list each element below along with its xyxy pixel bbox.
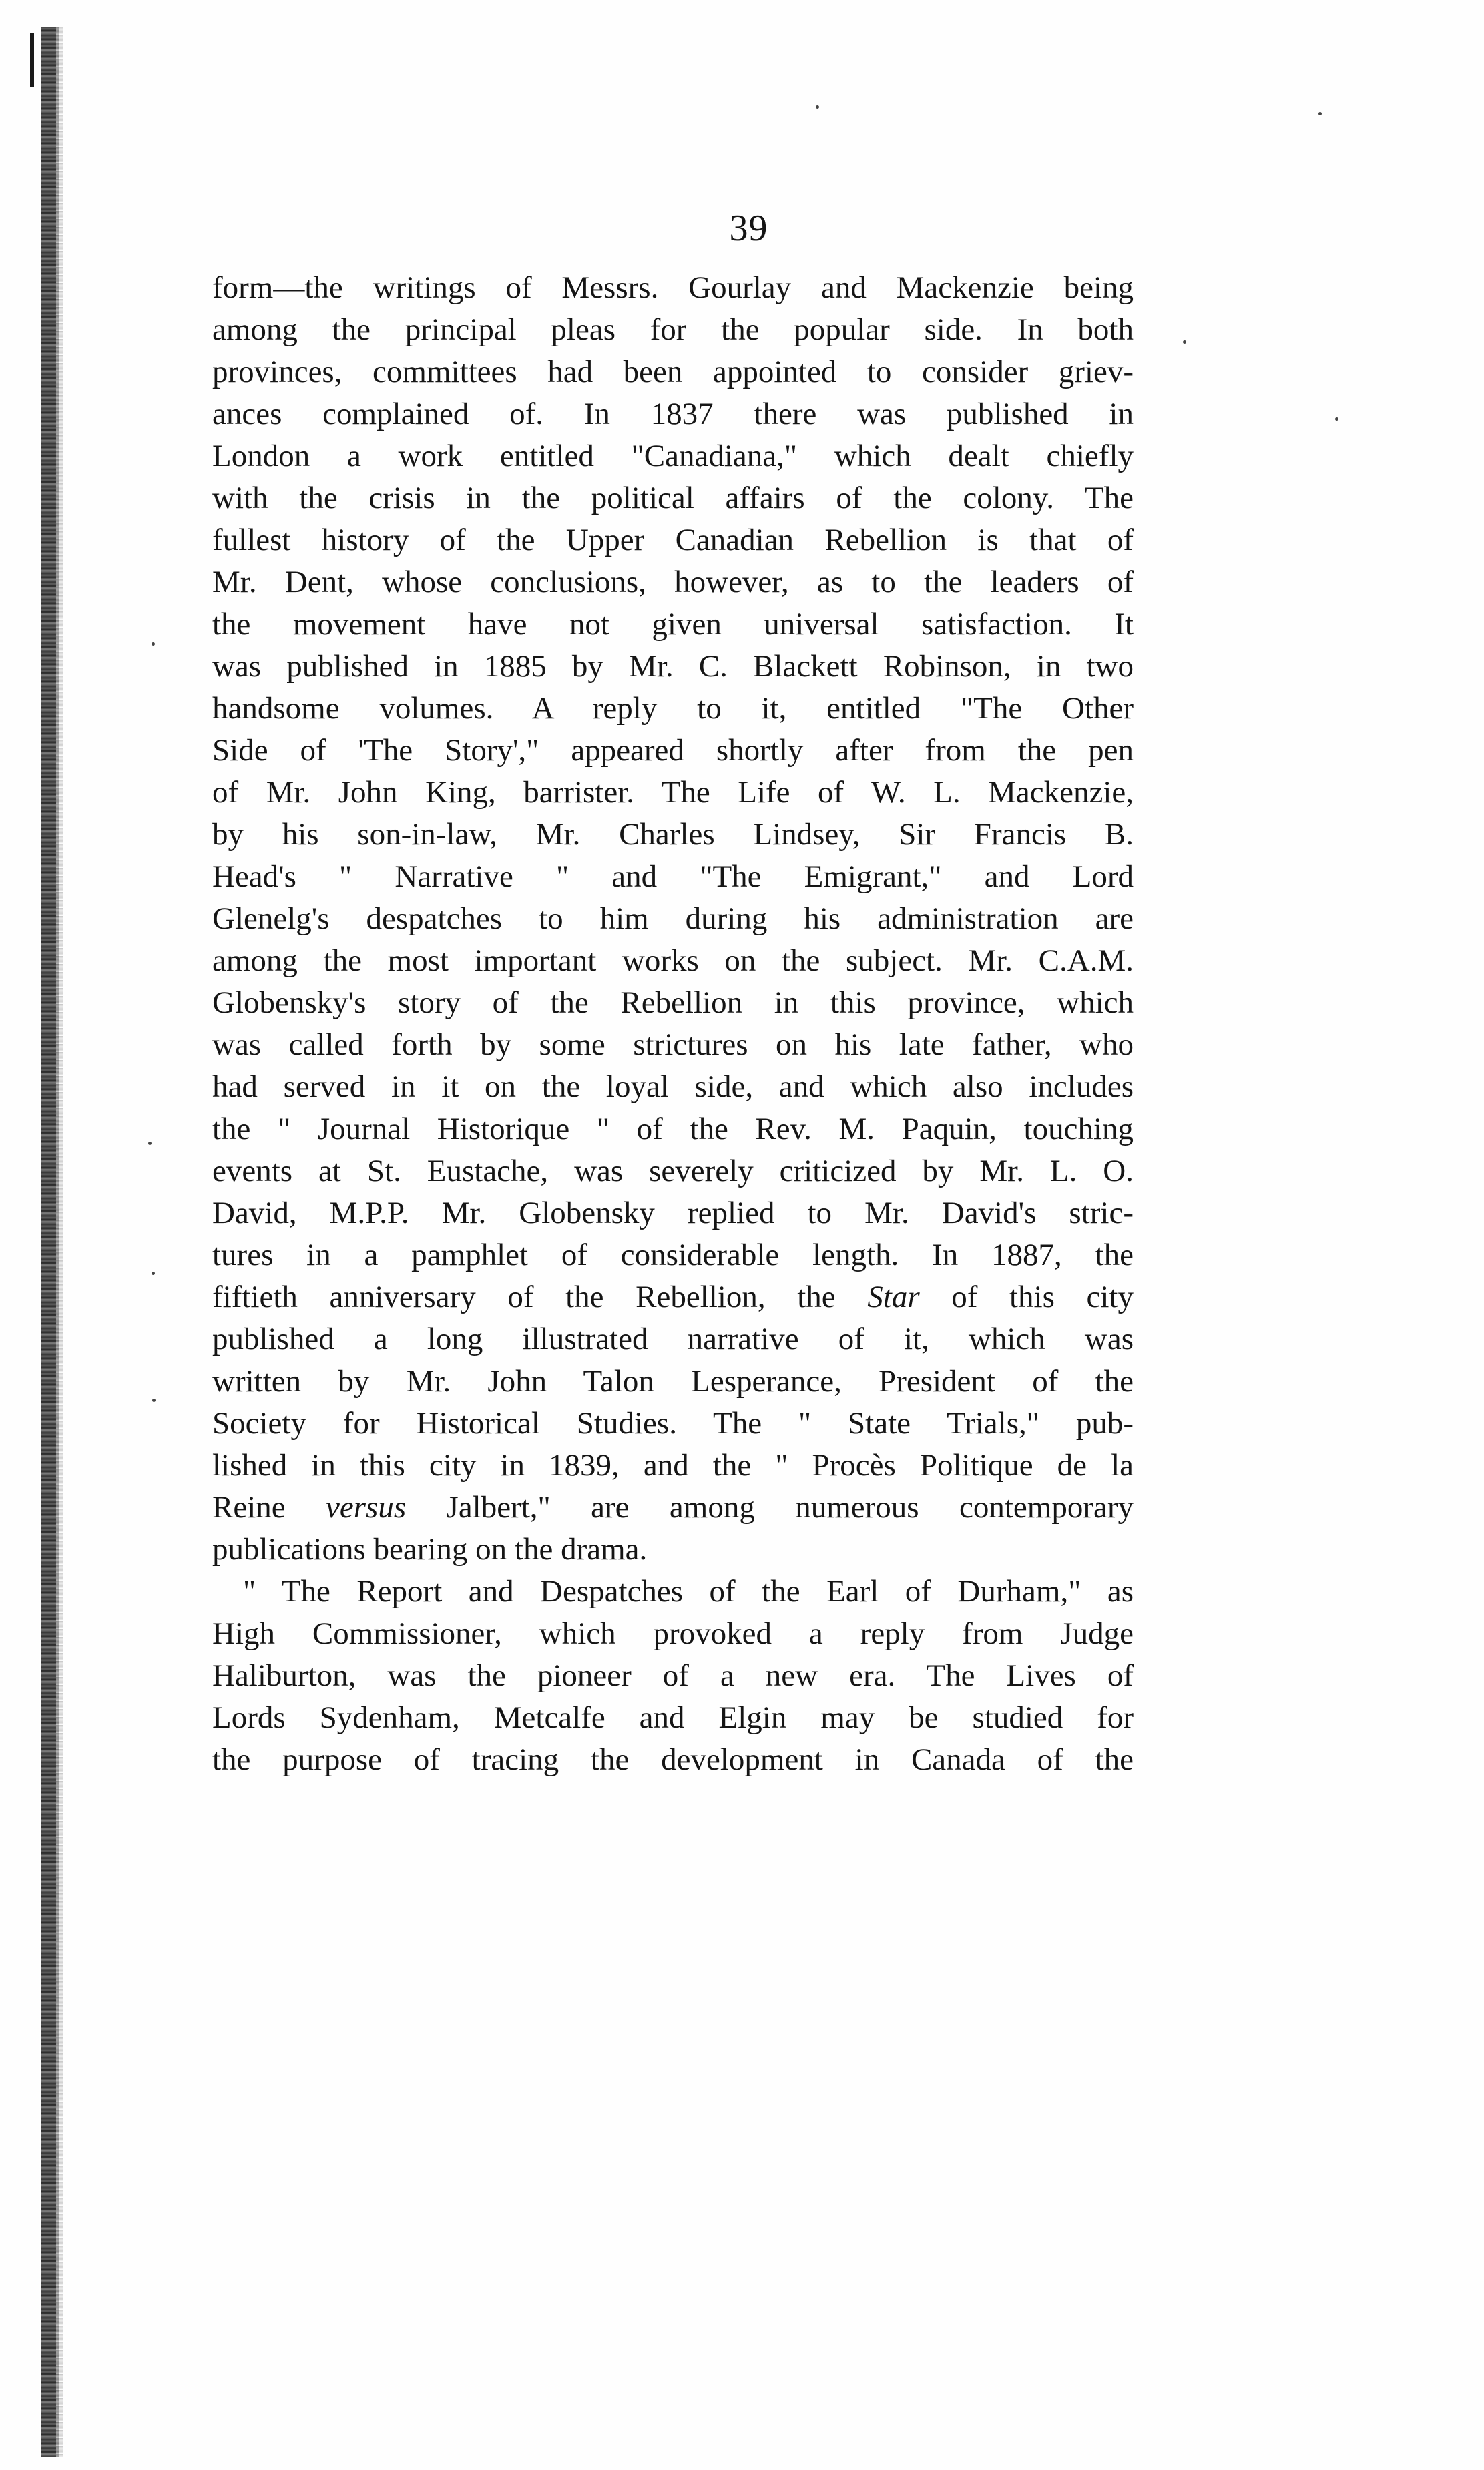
paper-speck [1318, 112, 1322, 115]
text-line: published a long illustrated narrative of it, which was [212, 1322, 1134, 1356]
text-segment: Reine [212, 1490, 326, 1525]
binding-edge [41, 27, 59, 2457]
page-number: 39 [729, 208, 768, 249]
text-line: Globensky's story of the Rebellion in this province, which [212, 985, 1134, 1020]
text-line: David, M.P.P. Mr. Globensky replied to Mr. David's stric- [212, 1196, 1134, 1230]
text-line: fullest history of the Upper Canadian Rebellion is that of [212, 523, 1134, 557]
text-line: Glenelg's despatches to him during his administration are [212, 901, 1134, 936]
italic-word: versus [326, 1490, 407, 1525]
text-line: the movement have not given universal satisfaction. It [212, 607, 1134, 642]
italic-title: Star [867, 1280, 920, 1314]
paper-speck [816, 105, 819, 109]
paper-speck [148, 1142, 152, 1145]
text-line: form—the writings of Messrs. Gourlay and Mackenzie being [212, 270, 1134, 305]
text-line: tures in a pamphlet of considerable length. In 1887, the [212, 1238, 1134, 1272]
text-line: was published in 1885 by Mr. C. Blackett Robinson, in two [212, 649, 1134, 684]
paper-speck [152, 1272, 155, 1275]
text-line: by his son-in-law, Mr. Charles Lindsey, Sir Francis B. [212, 817, 1134, 852]
paper-speck [1335, 417, 1338, 421]
text-line: among the most important works on the subject. Mr. C.A.M. [212, 943, 1134, 978]
text-line: Lords Sydenham, Metcalfe and Elgin may be studied for [212, 1700, 1134, 1735]
text-line [212, 1276, 1134, 1318]
text-line: handsome volumes. A reply to it, entitled "The Other [212, 691, 1134, 726]
binding-mark [30, 33, 34, 87]
text-segment: fiftieth anniversary of the Rebellion, the [212, 1280, 868, 1314]
text-segment: of this city [919, 1280, 1134, 1314]
text-line: Society for Historical Studies. The " State Trials," pub- [212, 1406, 1134, 1441]
text-line [212, 1487, 1134, 1529]
paper-speck [152, 642, 155, 646]
text-line: the purpose of tracing the development in Canada of the [212, 1742, 1134, 1777]
text-line: with the crisis in the political affairs of the colony. The [212, 481, 1134, 515]
text-line: Side of 'The Story'," appeared shortly after from the pen [212, 733, 1134, 768]
paper-speck [1183, 340, 1186, 344]
text-line: Haliburton, was the pioneer of a new era. The Lives of [212, 1658, 1134, 1693]
text-line: High Commissioner, which provoked a reply from Judge [212, 1616, 1134, 1651]
text-line: among the principal pleas for the popular side. In both [212, 312, 1134, 347]
text-line: events at St. Eustache, was severely criticized by Mr. L. O. [212, 1154, 1134, 1188]
body-text [212, 267, 1134, 1781]
text-line: had served in it on the loyal side, and which also includes [212, 1069, 1134, 1104]
paper-speck [152, 1399, 156, 1402]
text-line: provinces, committees had been appointed to consider griev- [212, 354, 1134, 389]
text-segment: Jalbert," are among numerous contemporary [406, 1490, 1134, 1525]
text-line: lished in this city in 1839, and the " Procès Politique de la [212, 1448, 1134, 1483]
text-line: was called forth by some strictures on his late father, who [212, 1027, 1134, 1062]
text-line: ances complained of. In 1837 there was published in [212, 397, 1134, 431]
text-line: Mr. Dent, whose conclusions, however, as to the leaders of [212, 565, 1134, 599]
text-line: of Mr. John King, barrister. The Life of W. L. Mackenzie, [212, 775, 1134, 810]
text-line: London a work entitled "Canadiana," which dealt chiefly [212, 439, 1134, 473]
text-line: publications bearing on the drama. [212, 1532, 648, 1567]
text-line: the " Journal Historique " of the Rev. M. Paquin, touching [212, 1112, 1134, 1146]
text-line: written by Mr. John Talon Lesperance, President of the [212, 1364, 1134, 1399]
text-line: Head's " Narrative " and "The Emigrant," and Lord [212, 859, 1134, 894]
text-line: " The Report and Despatches of the Earl of Durham," as [243, 1574, 1134, 1609]
